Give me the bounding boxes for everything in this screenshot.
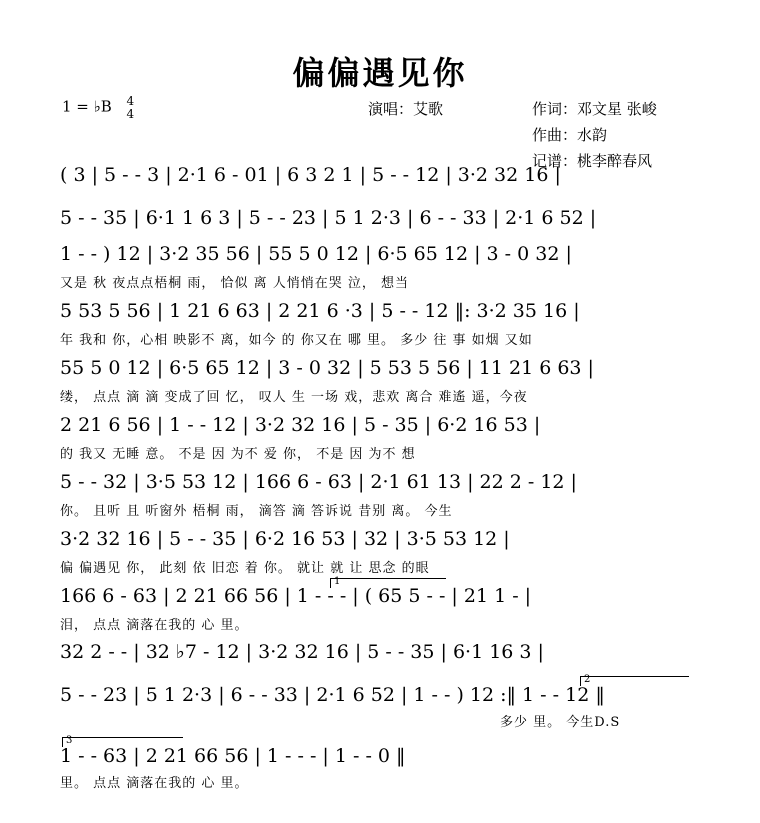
volta-number-2: 2	[584, 674, 591, 685]
lyric-line-5: 缕， 点点 滴 滴 变成了回 忆， 叹人 生 一场 戏，悲欢 离合 难遙 遥，今夜	[60, 390, 528, 405]
staff-line-5: 55 5 0 12 | 6·5 65 12 | 3 - 0 32 | 5 53 5 56 | 11 21 6 63 |	[60, 357, 594, 379]
lyric-line-6: 的 我又 无睡 意。 不是 因 为不 爱 你， 不是 因 为不 想	[60, 447, 416, 462]
staff-line-3: 1 - - ) 12 | 3·2 35 56 | 55 5 0 12 | 6·5 65 12 | 3 - 0 32 |	[60, 243, 572, 265]
credits	[532, 96, 657, 174]
staff-line-2: 5 - - 35 | 6·1 1 6 3 | 5 - - 23 | 5 1 2·3 | 6 - - 33 | 2·1 6 52 |	[60, 207, 597, 229]
staff-line-1: ( 3 | 5 - - 3 | 2·1 6 - 01 | 6 3 2 1 | 5 - - 12 | 3·2 32 16 |	[60, 164, 561, 186]
staff-line-6: 2 21 6 56 | 1 - - 12 | 3·2 32 16 | 5 - 35 | 6·2 16 53 |	[60, 414, 541, 436]
time-signature-bottom: 4	[126, 107, 135, 121]
credit-composer: 作曲：水韵	[532, 126, 608, 144]
lyric-line-11: 多少 里。 今生D.S	[500, 715, 621, 730]
lyric-line-12: 里。 点点 滴落在我的 心 里。	[60, 776, 249, 791]
staff-line-7: 5 - - 32 | 3·5 53 12 | 166 6 - 63 | 2·1 61 13 | 22 2 - 12 |	[60, 471, 577, 493]
page-title: 偏偏遇见你	[292, 54, 468, 92]
staff-line-12: 1 - - 63 | 2 21 66 56 | 1 - - - | 1 - - 0 ‖	[60, 745, 406, 767]
staff-line-10: 32 2 - - | 32 ♭7 - 12 | 3·2 32 16 | 5 - - 35 | 6·1 16 3 |	[60, 641, 544, 663]
credit-notator: 记谱：桃李醉春风	[532, 152, 653, 170]
volta-number-3: 3	[66, 735, 73, 746]
staff-line-9: 166 6 - 63 | 2 21 66 56 | 1 - - - | ( 65 5 - - | 21 1 - |	[60, 585, 532, 607]
volta-bracket-2	[580, 676, 689, 686]
singer-label: 演唱：艾歌	[368, 100, 444, 118]
staff-line-4: 5 53 5 56 | 1 21 6 63 | 2 21 6 ·3 | 5 - - 12 ‖: 3·2 35 16 |	[60, 300, 580, 322]
lyric-line-3: 又是 秋 夜点点梧桐 雨， 恰似 离 人悄悄在哭 泣， 想当	[60, 276, 410, 291]
time-signature	[127, 95, 135, 120]
volta-number-1: 1	[334, 576, 341, 587]
lyric-line-7: 你。 且听 且 听窗外 梧桐 雨， 滴答 滴 答诉说 昔别 离。 今生	[60, 504, 453, 519]
credit-lyricist: 作词：邓文星 张峻	[532, 100, 657, 118]
key-signature	[62, 95, 134, 120]
lyric-line-8: 偏 偏遇见 你， 此刻 依 旧恋 着 你。 就让 就 让 思念 的眼	[60, 561, 430, 576]
key-signature-text: 1 = ♭B	[62, 97, 112, 116]
lyric-line-9: 泪， 点点 滴落在我的 心 里。	[60, 618, 249, 633]
time-signature-top: 4	[126, 94, 135, 108]
staff-line-11: 5 - - 23 | 5 1 2·3 | 6 - - 33 | 2·1 6 52 | 1 - - ) 12 :‖ 1 - - 12 ‖	[60, 684, 605, 706]
volta-bracket-1	[330, 578, 446, 588]
lyric-line-4: 年 我和 你，心相 映影不 离，如今 的 你又在 哪 里。 多少 往 事 如烟 又如	[60, 333, 533, 348]
volta-bracket-3	[62, 737, 183, 747]
staff-line-8: 3·2 32 16 | 5 - - 35 | 6·2 16 53 | 32 | 3·5 53 12 |	[60, 528, 510, 550]
